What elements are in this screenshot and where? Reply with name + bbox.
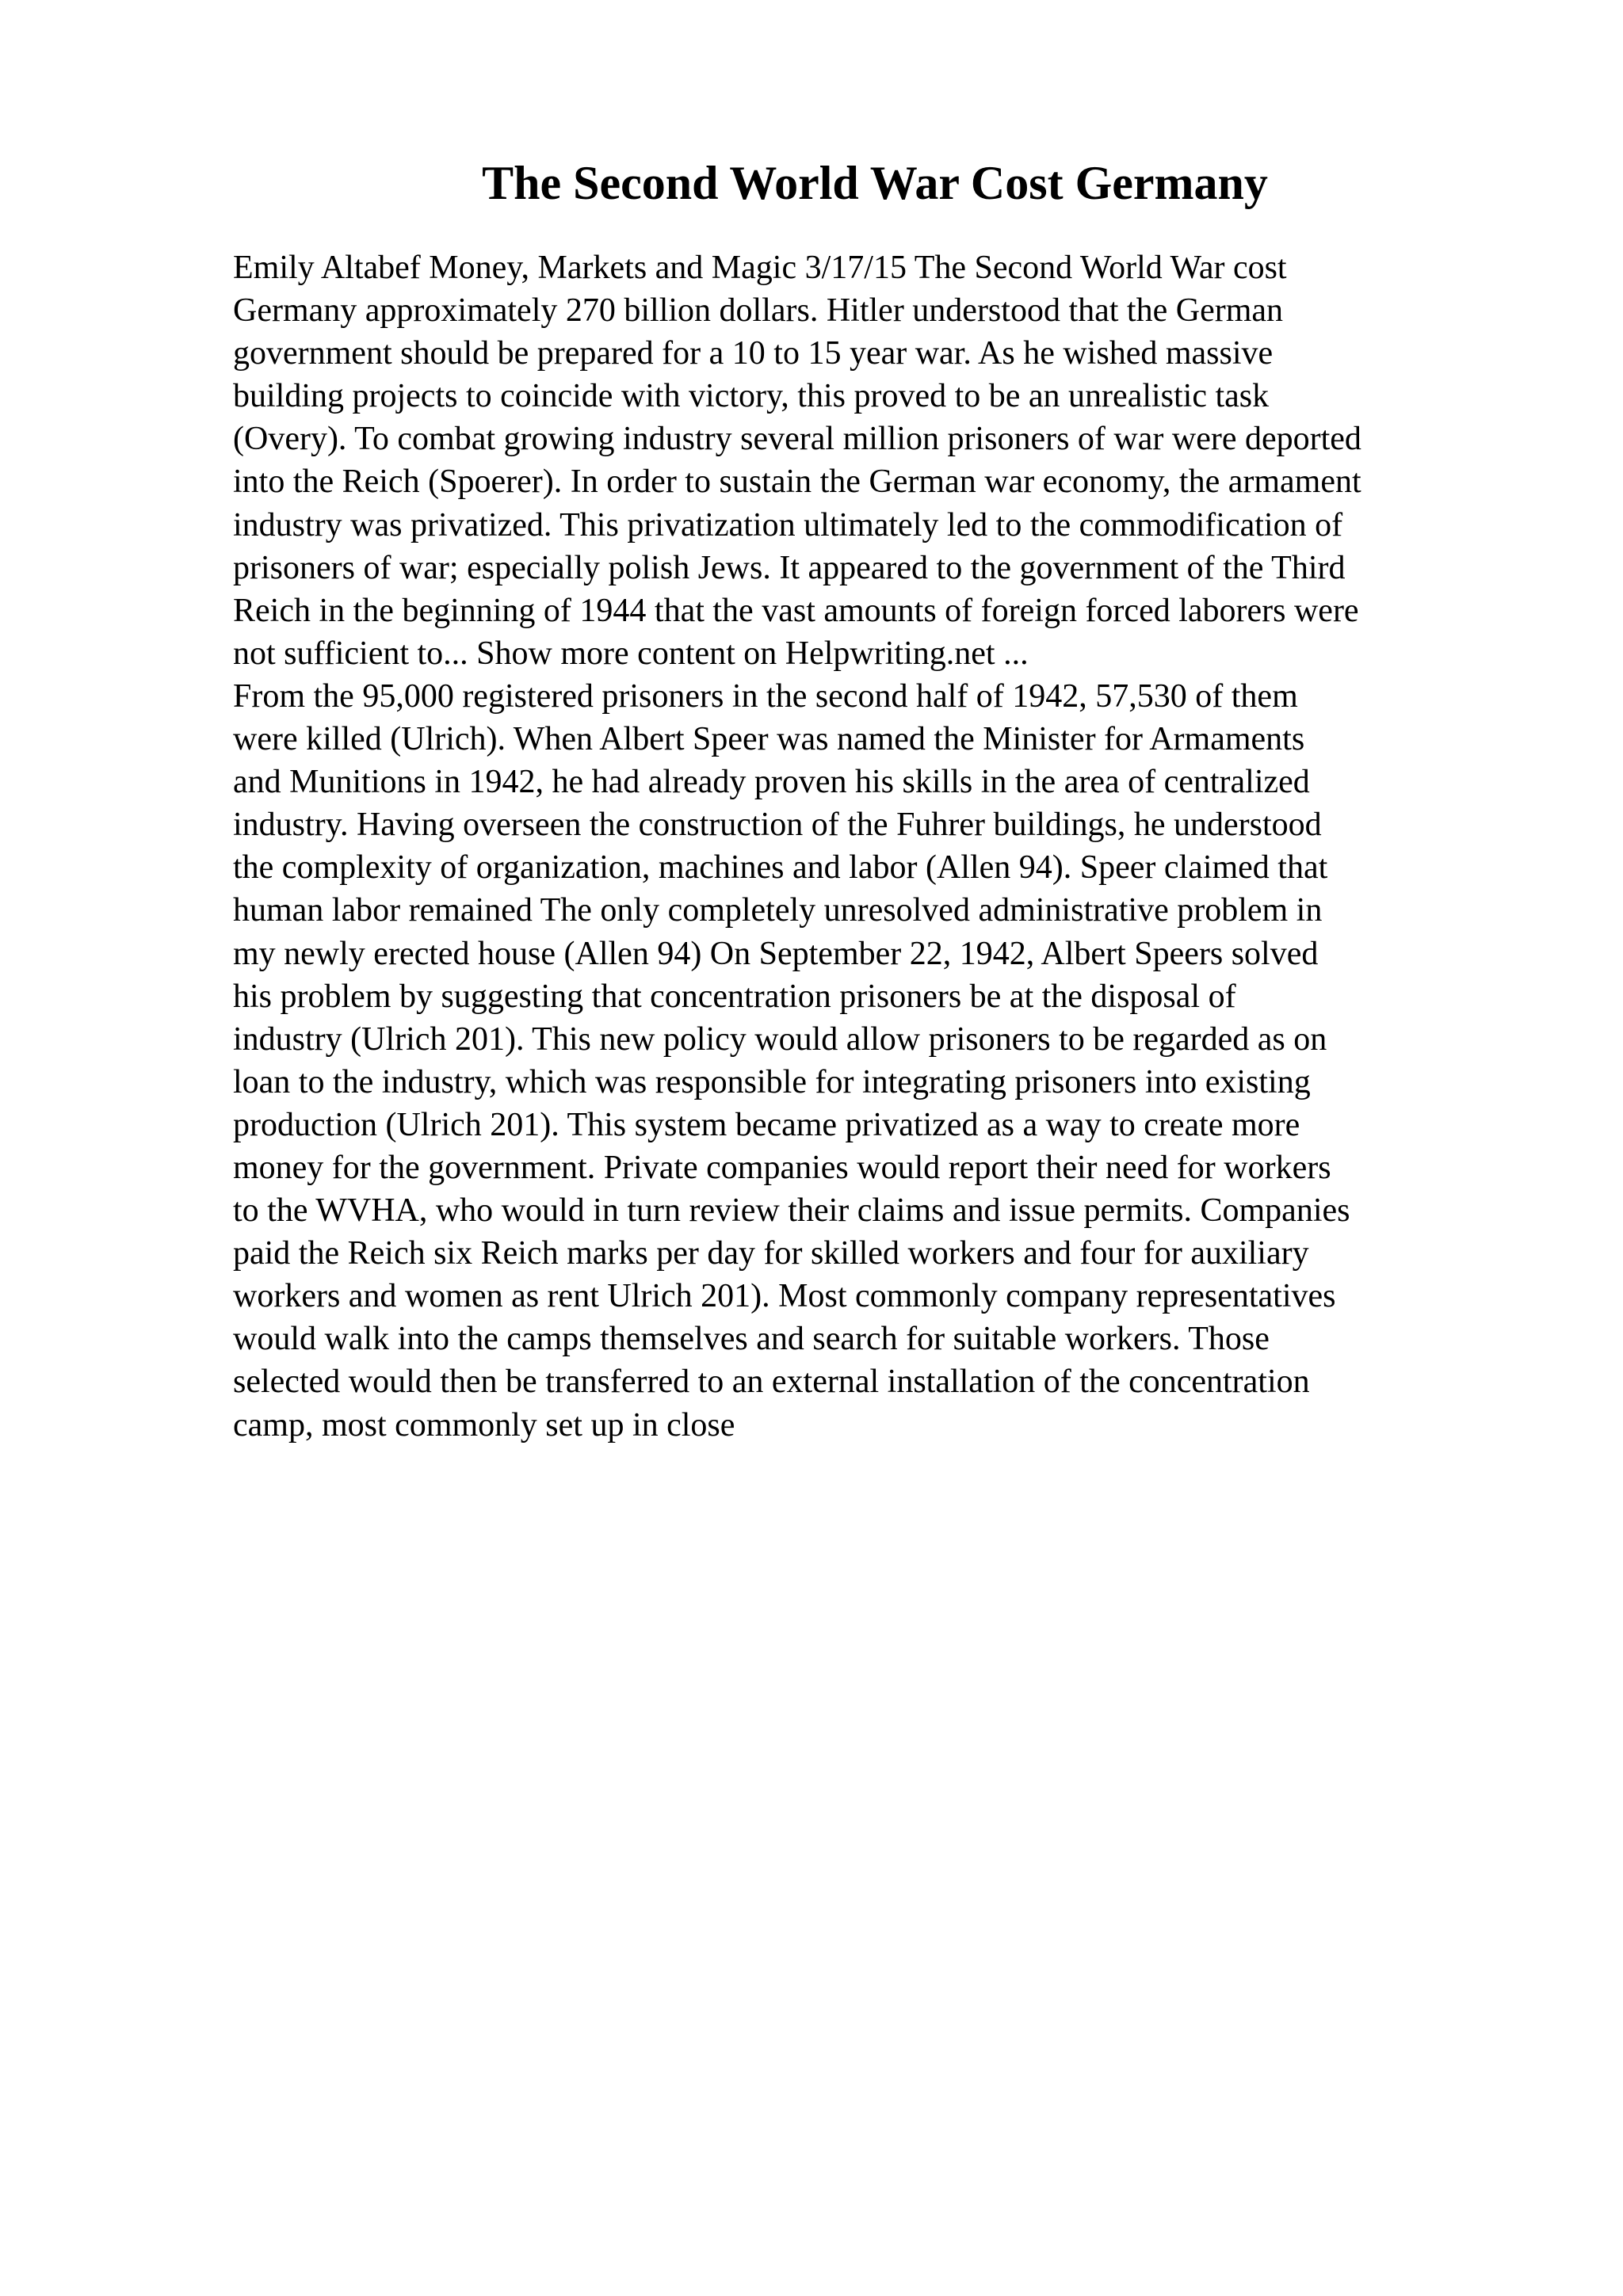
text-line: Reich in the beginning of 1944 that the vast amounts of foreign forced laborers were (233, 592, 1359, 629)
text-line: production (Ulrich 201). This system became privatized as a way to create more (233, 1106, 1300, 1143)
text-line: human labor remained The only completely unresolved administrative problem in (233, 892, 1323, 929)
text-line: prisoners of war; especially polish Jews. It appeared to the government of the Third (233, 549, 1346, 586)
text-line: (Overy). To combat growing industry several million prisoners of war were deported (233, 421, 1361, 458)
document-body (233, 246, 1501, 1447)
text-line: workers and women as rent Ulrich 201). Most commonly company representatives (233, 1278, 1336, 1315)
text-line: selected would then be transferred to an external installation of the concentration (233, 1363, 1310, 1401)
text-line: into the Reich (Spoerer). In order to sustain the German war economy, the armament (233, 463, 1361, 501)
text-line: to the WVHA, who would in turn review their claims and issue permits. Companies (233, 1192, 1350, 1230)
paragraph-1 (233, 246, 1501, 675)
text-line: the complexity of organization, machines and labor (Allen 94). Speer claimed that (233, 849, 1328, 887)
text-line: loan to the industry, which was responsible for integrating prisoners into existing (233, 1063, 1311, 1100)
text-line: industry. Having overseen the construction of the Fuhrer buildings, he understood (233, 807, 1322, 844)
text-line: would walk into the camps themselves and search for suitable workers. Those (233, 1321, 1270, 1358)
text-line: his problem by suggesting that concentration prisoners be at the disposal of (233, 978, 1236, 1015)
text-line: government should be prepared for a 10 to 15 year war. As he wished massive (233, 335, 1274, 372)
text-line: camp, most commonly set up in close (233, 1406, 735, 1444)
text-line: Emily Altabef Money, Markets and Magic 3/17/15 The Second World War cost (233, 250, 1287, 286)
text-line: building projects to coincide with victory, this proved to be an unrealistic task (233, 378, 1270, 415)
text-line: were killed (Ulrich). When Albert Speer was named the Minister for Armaments (233, 721, 1305, 758)
text-line: money for the government. Private companies would report their need for workers (233, 1149, 1331, 1186)
text-line: and Munitions in 1942, he had already proven his skills in the area of centralized (233, 764, 1310, 801)
text-line: Germany approximately 270 billion dollars. Hitler understood that the German (233, 292, 1284, 330)
text-line: industry was privatized. This privatization ultimately led to the commodification of (233, 506, 1343, 543)
paragraph-2 (233, 675, 1501, 1447)
text-line: paid the Reich six Reich marks per day for skilled workers and four for auxiliary (233, 1235, 1309, 1272)
text-line: industry (Ulrich 201). This new policy would allow prisoners to be regarded as on (233, 1020, 1327, 1058)
text-line: my newly erected house (Allen 94) On September 22, 1942, Albert Speers solved (233, 935, 1319, 972)
document-title: The Second World War Cost Germany (482, 157, 1268, 209)
text-line: From the 95,000 registered prisoners in the second half of 1942, 57,530 of them (233, 677, 1298, 715)
text-line: not sufficient to... Show more content on Helpwriting.net ... (233, 635, 1029, 672)
